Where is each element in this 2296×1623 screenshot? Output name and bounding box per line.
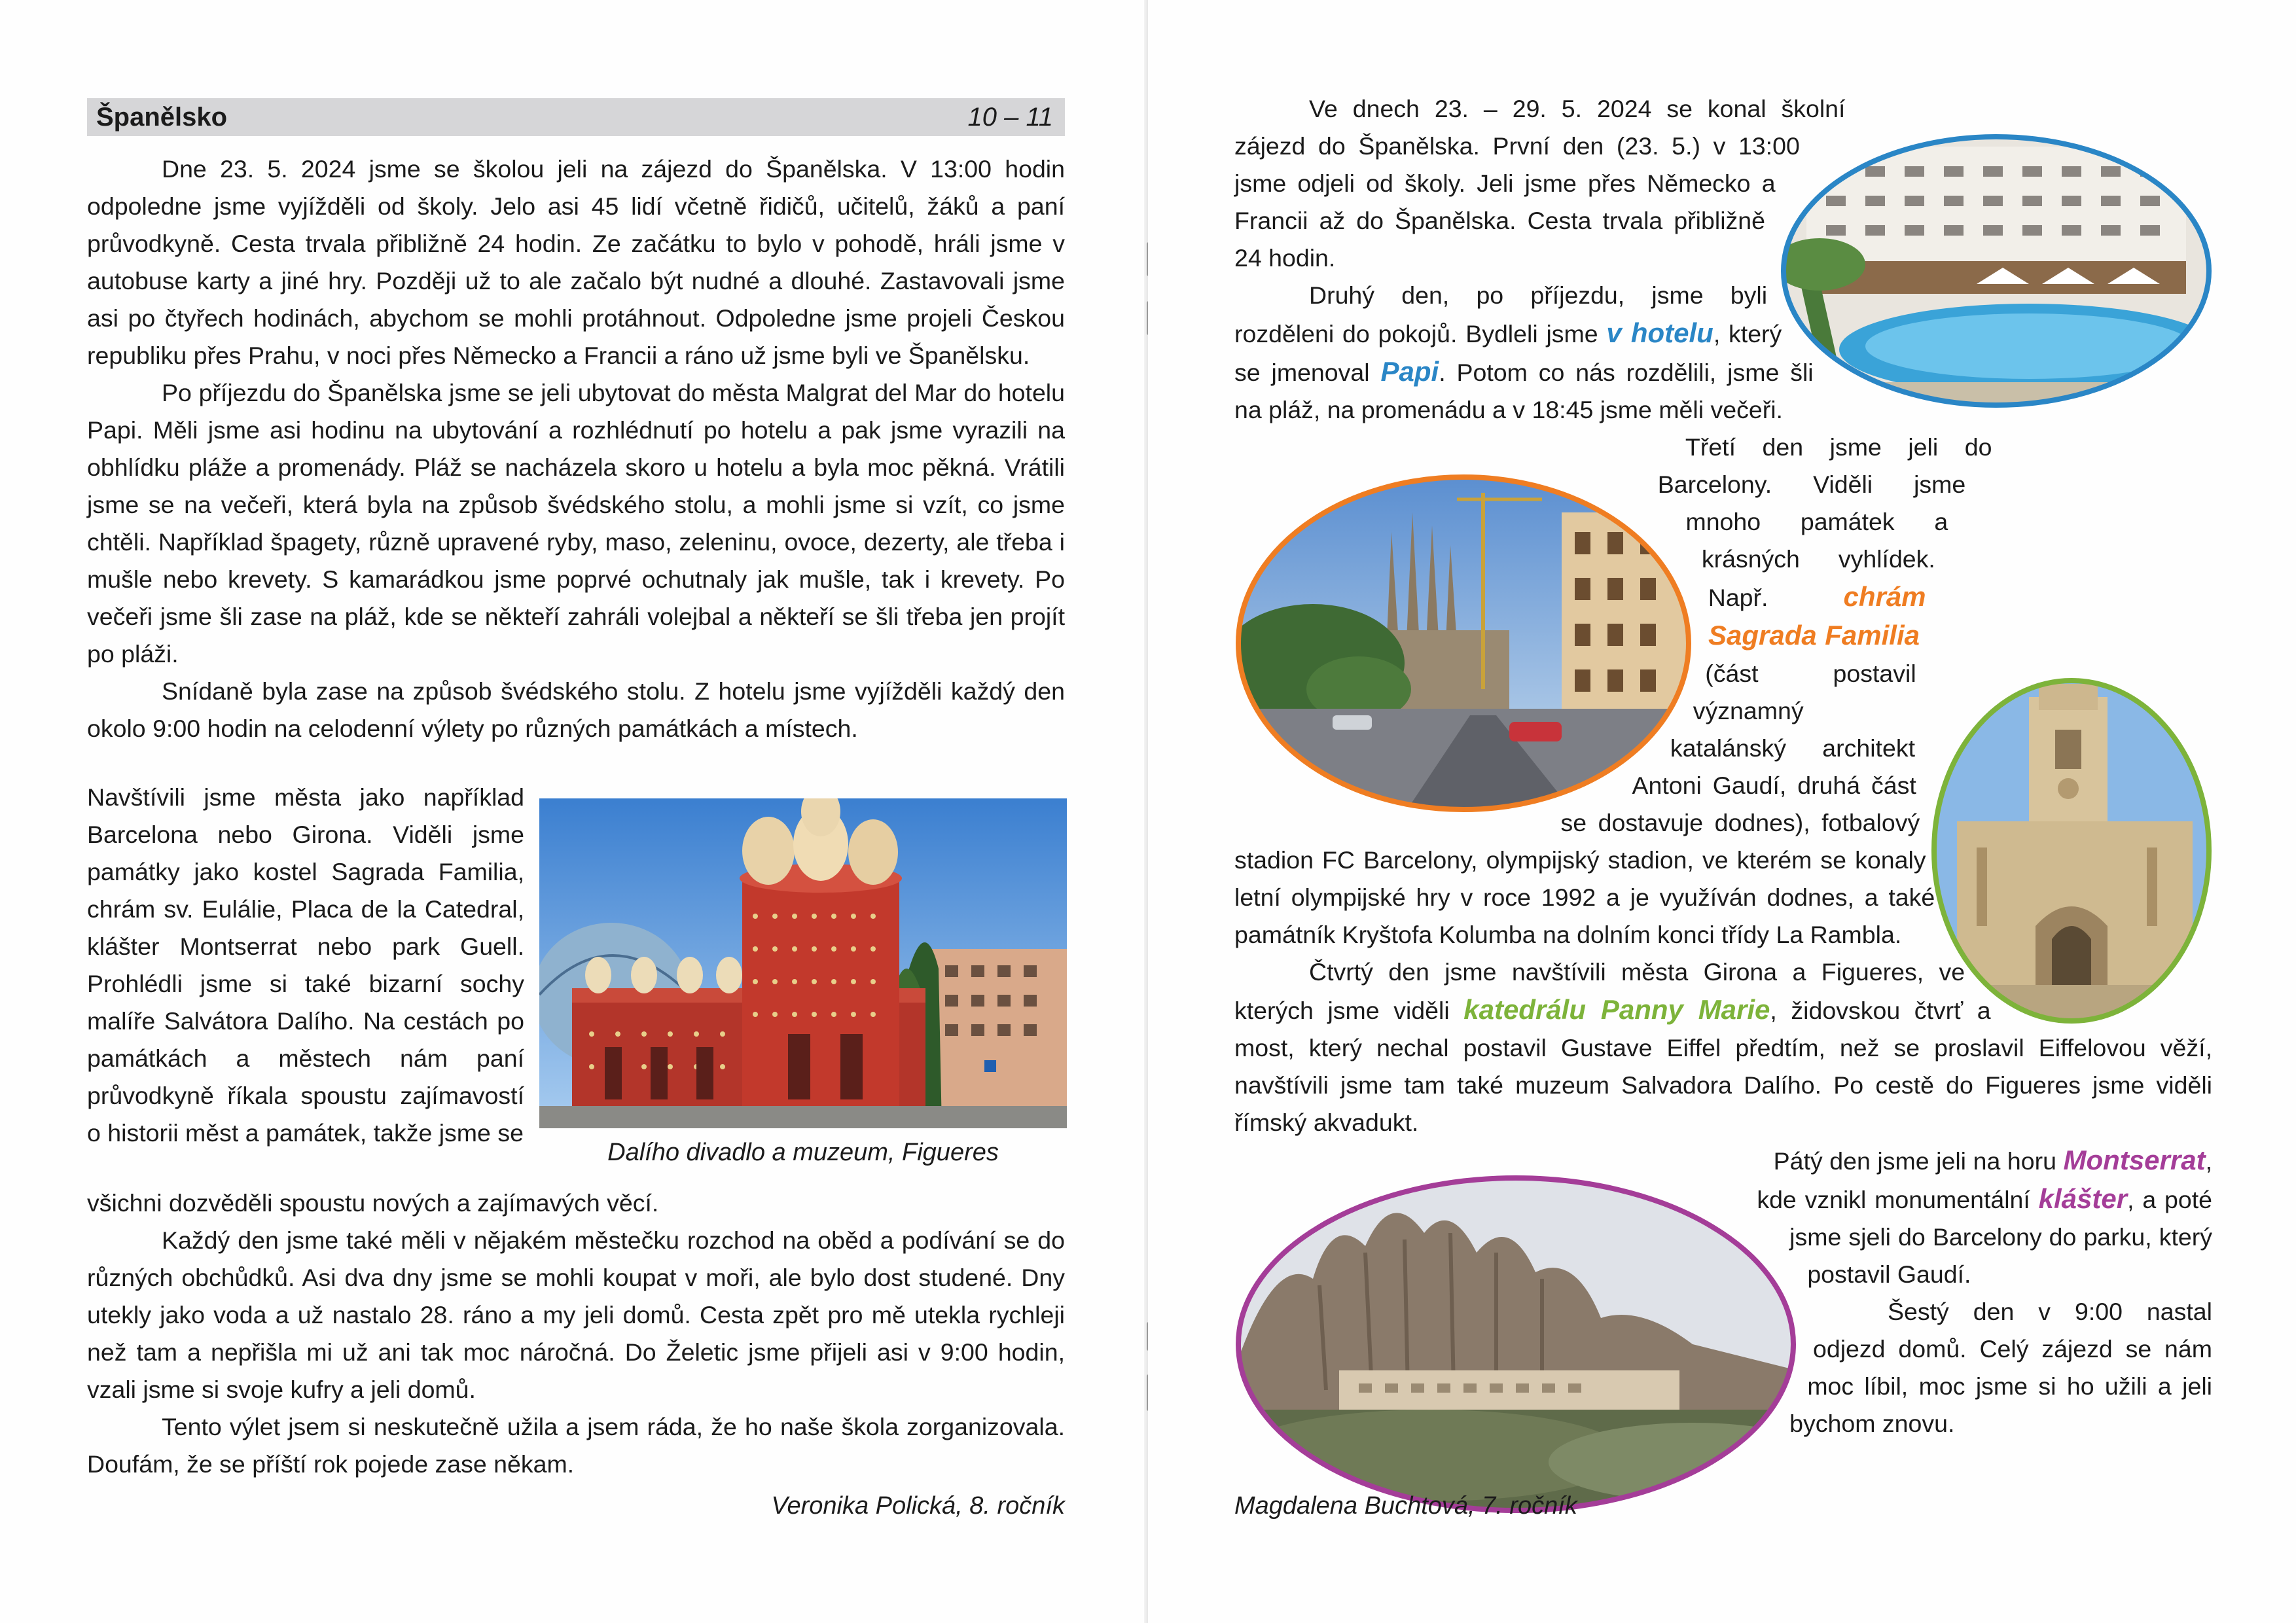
right-paragraph-6: Šestý den v 9:00 nastal odjezd domů. Celý zájezd se nám moc líbil, moc jsme si ho užili a jeli bychom znovu. [1789, 1298, 2212, 1437]
left-article-bottom [87, 1185, 1065, 1483]
highlight-katedrala: katedrálu Panny Marie [1463, 994, 1770, 1025]
left-paragraph-3-end: všichni dozvěděli spoustu nových a zajímavých věcí. [87, 1189, 659, 1217]
right-paragraph-4: Čtvrtý den jsme navštívili města Girona a Figueres, ve kterých jsme viděli katedrálu Panny Marie, židovskou čtvrť a most, který nechal postavil Gustave Eiffel předtím, než se proslavil Eiffelovou věží, navštívili jsme tam také muzeum Salvadora Dalího. Po cestě do Figueres jsme viděli římský akvadukt. [1234, 958, 2212, 1136]
sagrada-familia-photo [1234, 473, 1693, 813]
right-paragraph-3: Třetí den jsme jeli do Barcelony. Viděli jsme mnoho památek a krásných vyhlídek. Např. chrám Sagrada Familia (část postavil významný katalánský architekt Antoni Gaudí, druhá část se dostavuje dodnes), fotbalový stadion FC Barcelony, olympijský stadion, ve kterém se konaly letní olympijské hry v roce 1992 a je využíván dodnes, a také památník Kryštofa Kolumba na dolním konci třídy La Rambla. [1234, 433, 1992, 948]
highlight-papi: Papi [1380, 356, 1439, 387]
right-paragraph-2: Druhý den, po příjezdu, jsme byli rozděleni do pokojů. Bydleli jsme v hotelu, který se jmenoval Papi. Potom co nás rozdělili, jsme šli na pláž, na promenádu a v 18:45 jsme měli večeři. [1234, 281, 1814, 423]
right-author-signature: Magdalena Buchtová, 7. ročník [1234, 1492, 1577, 1520]
page-numbers: 10 – 11 [967, 102, 1053, 132]
montserrat-photo [1234, 1174, 1797, 1514]
hotel-photo [1780, 134, 2212, 408]
left-paragraph-3: Snídaně byla zase na způsob švédského stolu. Z hotelu jsme vyjížděli každý den okolo 9:00 hodin na celodenní výlety po různých památkách a místech. [87, 677, 1065, 742]
left-article-column [87, 779, 524, 1152]
section-title: Španělsko [96, 102, 228, 132]
highlight-sagrada-familia: chrám Sagrada Familia [1708, 581, 1926, 651]
highlight-montserrat: Montserrat [2063, 1145, 2206, 1175]
left-author-signature: Veronika Polická, 8. ročník [771, 1492, 1065, 1520]
left-paragraph-3-continued: Navštívili jsme města jako například Barcelona nebo Girona. Viděli jsme památky jako kostel Sagrada Familia, chrám sv. Eulálie, Placa de la Catedral, klášter Montserrat nebo park Guell. Prohlédli jsme si také bizarní sochy malíře Salvátora Dalího. Na cestách po památkách a městech nám paní průvodkyně říkala spoustu zajímavostí o historii měst a památek, takže jsme se [87, 783, 524, 1147]
left-paragraph-1: Dne 23. 5. 2024 jsme se školou jeli na zájezd do Španělska. V 13:00 hodin odpoledne jsme vyjížděli od školy. Jelo asi 45 lidí včetně řidičů, učitelů, žáků a paní průvodkyně. Cesta trvala přibližně 24 hodin. Ze začátku to bylo v pohodě, hráli jsme v autobuse karty a jiné hry. Později už to ale začalo být nudné a dlouhé. Zastavovali jsme asi po čtyřech hodinách, abychom se mohli protáhnout. Odpoledne jsme projeli Českou republiku přes Prahu, v noci přes Německo a Francii a ráno už jsme byli ve Španělsku. [87, 155, 1065, 369]
left-paragraph-4: Každý den jsme také měli v nějakém městečku rozchod na oběd a podívání se do různých obchůdků. Asi dva dny jsme se mohli koupat v moři, ale bylo dost studené. Dny utekly jako voda a už nastalo 28. ráno a my jeli domů. Cesta zpět pro mě utekla rychleji než tam a nepřišla mi už ani tak moc náročná. Do Želetic jsme přijeli asi v 9:00 hodin, vzali jsme si svoje kufry a jeli domů. [87, 1226, 1065, 1403]
highlight-v-hotelu: v hotelu [1606, 317, 1713, 348]
right-paragraph-1: Ve dnech 23. – 29. 5. 2024 se konal školní zájezd do Španělska. První den (23. 5.) v 13:00 jsme odjeli od školy. Jeli jsme přes Německo a Francii až do Španělska. Cesta trvala přibližně 24 hodin. [1234, 95, 1846, 272]
right-page [1148, 0, 2296, 1623]
dali-photo-caption: Dalího divadlo a muzeum, Figueres [607, 1139, 999, 1166]
section-header [87, 98, 1065, 136]
dali-museum-photo [539, 798, 1067, 1128]
right-paragraph-5: Pátý den jsme jeli na horu Montserrat, kde vznikl monumentální klášter, a poté jsme sjeli do Barcelony do parku, který postavil Gaudí. [1757, 1145, 2212, 1288]
girona-cathedral-photo [1931, 677, 2212, 1024]
right-article [1234, 90, 2212, 1520]
left-paragraph-2: Po příjezdu do Španělska jsme se jeli ubytovat do města Malgrat del Mar do hotelu Papi. Měli jsme asi hodinu na ubytování a rozhlédnutí po hotelu a pak jsme vyrazili na obhlídku pláže a promenády. Pláž se nacházela skoro u hotelu a byla moc pěkná. Vrátili jsme se na večeři, která byla na způsob švédského stolu, a mohli jsme si vzít, co jsme chtěli. Například špagety, různě upravené ryby, maso, zeleninu, ovoce, dezerty, ale třeba i mušle nebo krevety. S kamarádkou jsme poprvé ochutnaly jak mušle, tak i krevety. Po večeři jsme šli zase na pláž, kde se někteří zahráli volejbal a někteří se šli třeba jen projít po pláži. [87, 379, 1065, 668]
left-paragraph-5: Tento výlet jsem si neskutečně užila a jsem ráda, že ho naše škola zorganizovala. Doufám, že se příští rok pojede zase někam. [87, 1413, 1065, 1478]
highlight-klaster: klášter [2038, 1183, 2128, 1214]
left-article-top [87, 151, 1065, 747]
